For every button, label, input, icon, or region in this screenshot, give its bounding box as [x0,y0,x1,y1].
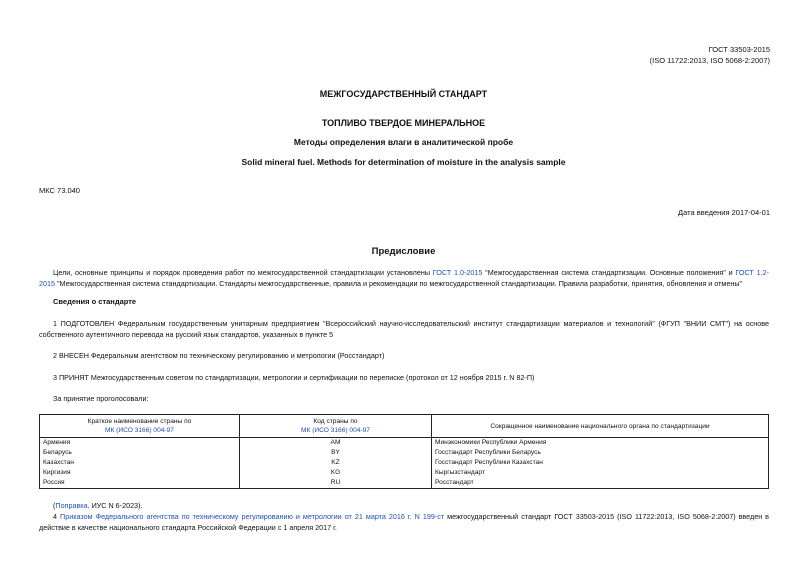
table-row [40,478,769,489]
iso-reference: (ISO 11722:2013, ISO 5068-2:2007) [649,56,770,65]
item-3-adopted: 3 ПРИНЯТ Межгосударственным советом по стандартизации, метрологии и сертификации по переписке (протокол от 12 ноября 2015 г. N 82-П) [53,373,535,382]
voting-countries-table [39,414,769,489]
amendment-link[interactable]: Поправка [55,501,88,510]
table-row [40,458,769,468]
national-body-header: Сокращенное наименование национального органа по стандартизации [432,415,769,438]
country-cell: Армения [40,438,240,449]
table-row [40,468,769,478]
preface-paragraph [39,267,769,289]
code-cell: RU [240,478,432,489]
gost-1-0-link[interactable]: ГОСТ 1.0-2015 [432,268,483,277]
code-cell: AM [240,438,432,449]
code-cell: KZ [240,458,432,468]
item-1-prepared: 1 ПОДГОТОВЛЕН Федеральным государственным унитарным предприятием "Всероссийский научно-исследовательский институт стандартизации материалов и технологий" (ФГУП "ВНИИ СМТ") на основе собственного аутентичного перевода на русский язык стандартов, указанных в пункте 5 [39,319,769,339]
country-cell: Россия [40,478,240,489]
preface-text-b: "Межгосударственная система стандартизации. Основные положения" и [482,268,736,277]
gost-number: ГОСТ 33503-2015 [708,45,770,54]
preface-text-c: "Межгосударственная система стандартизации. Стандарты межгосударственные, правила и рекомендации по межгосударственной стандартизации. Правила разработки, принятия, обновления и отмены" [55,279,743,288]
country-cell: Беларусь [40,448,240,458]
preface-text-a: Цели, основные принципы и порядок проведения работ по межгосударственной стандартизации установлены [53,268,433,277]
standard-name-title: ТОПЛИВО ТВЕРДОЕ МИНЕРАЛЬНОЕ [321,118,486,128]
mk-iso-link-1[interactable]: МК (ИСО 3166) 004-97 [105,427,174,434]
country-name-header: Краткое наименование страны по МК (ИСО 3166) 004-97 [40,415,240,438]
gost-1-2-link[interactable]: ГОСТ 1.2-2015 [39,268,769,288]
body-cell: Кыргызстандарт [432,468,769,478]
introduction-date: Дата введения 2017-04-01 [678,208,770,217]
item-2-introduced: 2 ВНЕСЕН Федеральным агентством по техническому регулированию и метрологии (Росстандарт) [53,351,385,360]
table-row [40,438,769,449]
code-cell: BY [240,448,432,458]
table-row [40,448,769,458]
body-cell: Госстандарт Республики Казахстан [432,458,769,468]
standard-info-heading: Сведения о стандарте [53,297,137,306]
preface-heading: Предисловие [371,246,436,257]
rosstandart-order-link[interactable]: Приказом Федерального агентства по техническому регулированию и метрологии от 21 марта 2016 г. N 199-ст [60,512,445,521]
body-cell: Минэкономики Республики Армения [432,438,769,449]
document-code [650,44,770,66]
body-cell: Госстандарт Республики Беларусь [432,448,769,458]
english-title: Solid mineral fuel. Methods for determination of moisture in the analysis sample [241,157,566,167]
item-4-enacted: 4 Приказом Федерального агентства по техническому регулированию и метрологии от 21 марта 2016 г. N 199-ст межгосударственный стандарт ГОСТ 33503-2015 (ISO 11722:2013, ISO 5068-2:2007) введен в действие в качестве национального стандарта Российской Федерации с 1 апреля 2017 г. [39,512,770,532]
country-code-header: Код страны по МК (ИСО 3166) 004-97 [240,415,432,438]
voted-for-label: За принятие проголосовали: [53,394,149,403]
standard-type-title: МЕЖГОСУДАРСТВЕННЫЙ СТАНДАРТ [319,89,488,99]
standard-subtitle: Методы определения влаги в аналитической пробе [293,137,514,147]
country-cell: Казахстан [40,458,240,468]
mks-code: МКС 73.040 [39,186,80,195]
mk-iso-link-2[interactable]: МК (ИСО 3166) 004-97 [301,427,370,434]
table-header-row [40,415,769,438]
amendment-note: (Поправка. ИУС N 6-2023). [53,501,143,510]
country-cell: Киргизия [40,468,240,478]
code-cell: KG [240,468,432,478]
body-cell: Росстандарт [432,478,769,489]
